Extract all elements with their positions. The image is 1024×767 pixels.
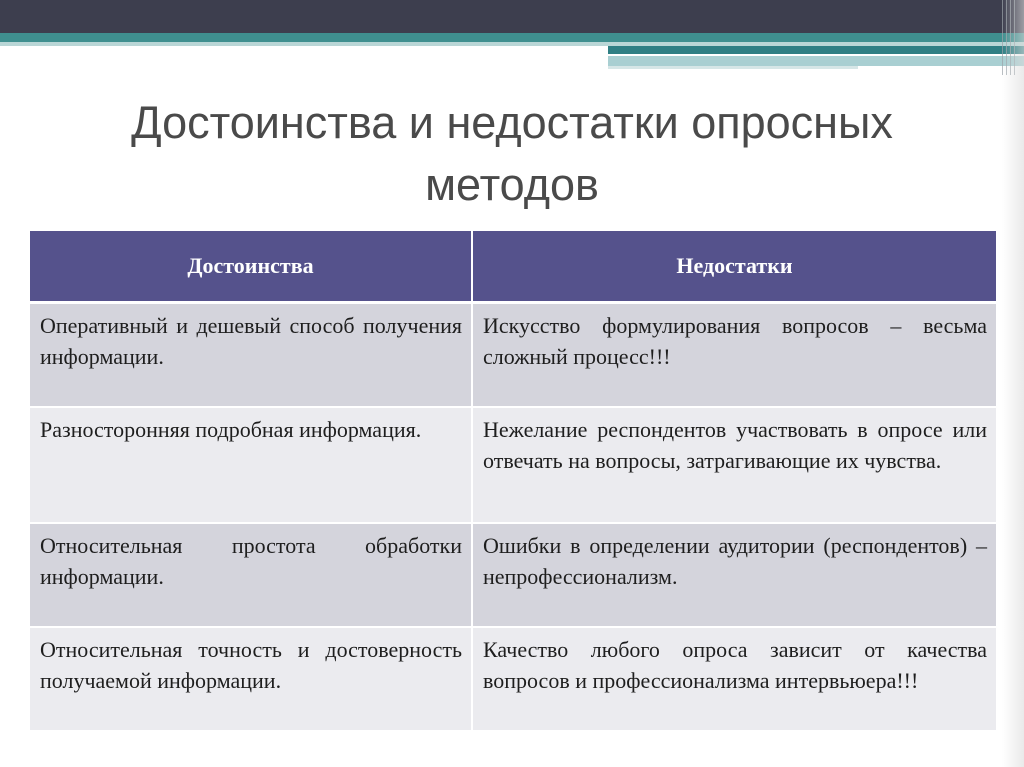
table-row: [30, 407, 996, 523]
table-row: [30, 303, 996, 408]
slide-edge-shadow: [1002, 0, 1024, 767]
top-right-band-light: [608, 56, 1024, 66]
table-row: [30, 627, 996, 731]
table-row: [30, 523, 996, 627]
disadvantage-cell: Качество любого опроса зависит от качества вопросов и профессионализма интервьюера!!!: [472, 627, 996, 731]
header-disadvantages: Недостатки: [472, 231, 996, 303]
disadvantage-cell: Нежелание респондентов участвовать в опросе или отвечать на вопросы, затрагивающие их чувства.: [472, 407, 996, 523]
advantage-cell: Разносторонняя подробная информация.: [30, 407, 472, 523]
advantage-cell: Относительная простота обработки информации.: [30, 523, 472, 627]
header-advantages: Достоинства: [30, 231, 472, 303]
top-band-dark: [0, 0, 1024, 33]
top-band-teal: [0, 33, 1024, 42]
comparison-table: [30, 231, 996, 732]
slide-title: Достоинства и недостатки опросных методов: [131, 97, 893, 210]
top-right-band-thin: [608, 66, 858, 69]
advantage-cell: Относительная точность и достоверность получаемой информации.: [30, 627, 472, 731]
table-header-row: [30, 231, 996, 303]
advantage-cell: Оперативный и дешевый способ получения информации.: [30, 303, 472, 408]
disadvantage-cell: Ошибки в определении аудитории (респондентов) – непрофессионализм.: [472, 523, 996, 627]
top-right-band: [608, 46, 1024, 54]
disadvantage-cell: Искусство формулирования вопросов – весьма сложный процесс!!!: [472, 303, 996, 408]
